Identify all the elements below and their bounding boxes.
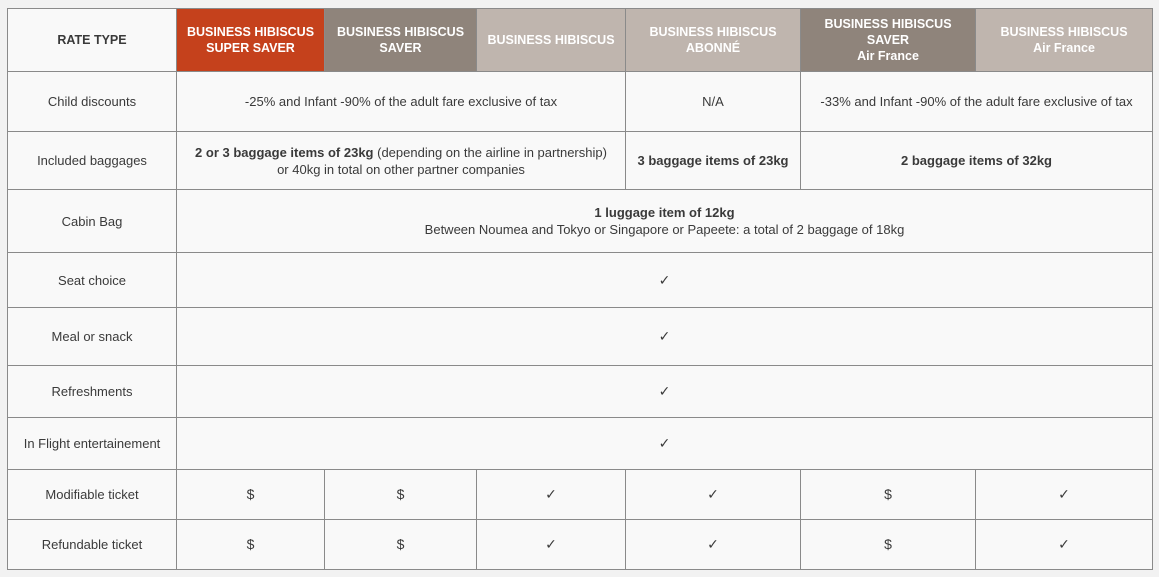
- row-label-child: Child discounts: [8, 72, 177, 132]
- modifiable-saver-air-france: $: [801, 470, 976, 520]
- table-row: [8, 418, 1153, 470]
- col-super-saver: BUSINESS HIBISCUS SUPER SAVER: [177, 9, 325, 72]
- table-row: [8, 132, 1153, 190]
- row-label-refreshments: Refreshments: [8, 366, 177, 418]
- child-discount-abonne: N/A: [626, 72, 801, 132]
- refundable-super-saver: $: [177, 520, 325, 570]
- modifiable-saver: $: [325, 470, 477, 520]
- row-label-modifiable: Modifiable ticket: [8, 470, 177, 520]
- refundable-saver: $: [325, 520, 477, 570]
- modifiable-hibiscus: ✓: [477, 470, 626, 520]
- row-label-refundable: Refundable ticket: [8, 520, 177, 570]
- child-discount-air-france: -33% and Infant -90% of the adult fare exclusive of tax: [801, 72, 1153, 132]
- modifiable-abonne: ✓: [626, 470, 801, 520]
- refundable-hibiscus: ✓: [477, 520, 626, 570]
- modifiable-super-saver: $: [177, 470, 325, 520]
- col-saver: BUSINESS HIBISCUS SAVER: [325, 9, 477, 72]
- col-abonne: BUSINESS HIBISCUS ABONNÉ: [626, 9, 801, 72]
- table-row: [8, 253, 1153, 308]
- cabin-bag-value: 1 luggage item of 12kg Between Noumea and Tokyo or Singapore or Papeete: a total of 2 baggage of 18kg: [177, 190, 1153, 253]
- row-label-seat: Seat choice: [8, 253, 177, 308]
- refundable-abonne: ✓: [626, 520, 801, 570]
- child-discount-value: -25% and Infant -90% of the adult fare exclusive of tax: [177, 72, 626, 132]
- refundable-air-france: ✓: [976, 520, 1153, 570]
- col-hibiscus: BUSINESS HIBISCUS: [477, 9, 626, 72]
- baggage-air-france: 2 baggage items of 32kg: [801, 132, 1153, 190]
- row-label-cabin: Cabin Bag: [8, 190, 177, 253]
- baggage-value: 2 or 3 baggage items of 23kg (depending on the airline in partnership) or 40kg in total on other partner companies: [177, 132, 626, 190]
- check-icon: ✓: [177, 418, 1153, 470]
- table-row: [8, 520, 1153, 570]
- col-saver-air-france: BUSINESS HIBISCUS SAVER Air France: [801, 9, 976, 72]
- row-label-entertainment: In Flight entertainement: [8, 418, 177, 470]
- table-row: [8, 470, 1153, 520]
- rate-type-heading: RATE TYPE: [8, 9, 177, 72]
- table-row: [8, 190, 1153, 253]
- check-icon: ✓: [177, 308, 1153, 366]
- table-row: [8, 72, 1153, 132]
- col-air-france: BUSINESS HIBISCUS Air France: [976, 9, 1153, 72]
- fare-comparison-table: [7, 8, 1153, 570]
- check-icon: ✓: [177, 366, 1153, 418]
- table-row: [8, 308, 1153, 366]
- baggage-abonne: 3 baggage items of 23kg: [626, 132, 801, 190]
- refundable-saver-air-france: $: [801, 520, 976, 570]
- table-row: [8, 366, 1153, 418]
- modifiable-air-france: ✓: [976, 470, 1153, 520]
- row-label-baggage: Included baggages: [8, 132, 177, 190]
- row-label-meal: Meal or snack: [8, 308, 177, 366]
- check-icon: ✓: [177, 253, 1153, 308]
- header-row: [8, 9, 1153, 72]
